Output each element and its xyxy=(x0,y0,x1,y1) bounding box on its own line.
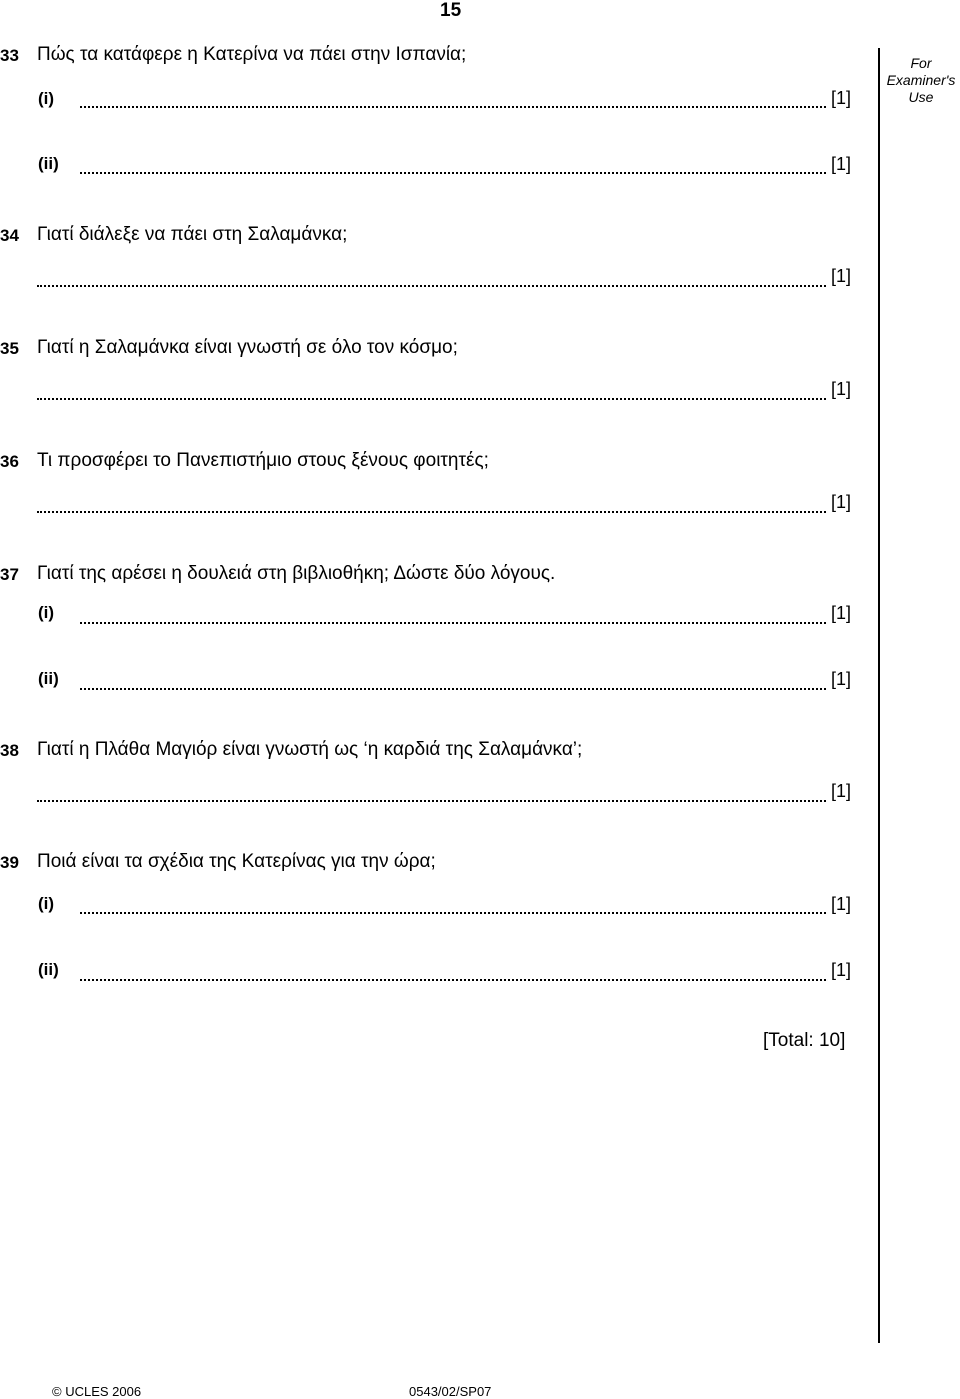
q39-sub-ii-label: (ii) xyxy=(38,960,59,979)
q35-mark: [1] xyxy=(831,379,852,399)
q36-mark: [1] xyxy=(831,492,852,512)
q39-i-answer-line[interactable] xyxy=(80,912,826,914)
page-number: 15 xyxy=(440,0,462,21)
footer-copyright: © UCLES 2006 xyxy=(52,1384,142,1399)
q37-ii-answer-line[interactable] xyxy=(80,688,826,690)
examiner-margin-line xyxy=(878,48,880,1343)
total-marks: [Total: 10] xyxy=(763,1030,846,1051)
q37-sub-ii-label: (ii) xyxy=(38,669,59,688)
question-35-text: Γιατί η Σαλαμάνκα είναι γνωστή σε όλο τον κόσμο; xyxy=(37,337,458,358)
question-33-text: Πώς τα κατάφερε η Κατερίνα να πάει στην Ισπανία; xyxy=(37,44,467,65)
q39-i-mark: [1] xyxy=(831,894,852,914)
question-39-text: Ποιά είναι τα σχέδια της Κατερίνας για την ώρα; xyxy=(37,851,436,872)
question-34-number: 34 xyxy=(0,226,19,245)
q37-sub-i-label: (i) xyxy=(38,603,55,622)
question-37-text: Γιατί της αρέσει η δουλειά στη βιβλιοθήκη; Δώστε δύο λόγους. xyxy=(37,563,556,584)
q33-i-mark: [1] xyxy=(831,88,852,108)
question-37-number: 37 xyxy=(0,565,19,584)
q35-answer-line[interactable] xyxy=(37,398,826,400)
footer-paper-code: 0543/02/SP07 xyxy=(409,1384,492,1399)
examiner-label-line-1: For xyxy=(910,55,932,71)
question-35-number: 35 xyxy=(0,339,19,358)
q39-sub-i-label: (i) xyxy=(38,894,55,913)
q37-ii-mark: [1] xyxy=(831,669,852,689)
question-34-text: Γιατί διάλεξε να πάει στη Σαλαμάνκα; xyxy=(37,224,348,245)
q33-i-answer-line[interactable] xyxy=(80,106,826,108)
q34-mark: [1] xyxy=(831,266,852,286)
examiner-use-label xyxy=(880,55,960,106)
question-39-number: 39 xyxy=(0,853,19,872)
q34-answer-line[interactable] xyxy=(37,285,826,287)
examiner-label-line-3: Use xyxy=(908,89,934,105)
q33-ii-answer-line[interactable] xyxy=(80,172,826,174)
q39-ii-mark: [1] xyxy=(831,960,852,980)
q38-answer-line[interactable] xyxy=(37,800,826,802)
q36-answer-line[interactable] xyxy=(37,511,826,513)
q38-mark: [1] xyxy=(831,781,852,801)
question-36-text: Τι προσφέρει το Πανεπιστήμιο στους ξένους φοιτητές; xyxy=(37,450,489,471)
question-33-number: 33 xyxy=(0,46,19,65)
question-36-number: 36 xyxy=(0,452,19,471)
examiner-label-line-2: Examiner's xyxy=(886,72,956,88)
q39-ii-answer-line[interactable] xyxy=(80,979,826,981)
question-38-text: Γιατί η Πλάθα Μαγιόρ είναι γνωστή ως ‘η καρδιά της Σαλαμάνκα’; xyxy=(37,739,583,760)
question-38-number: 38 xyxy=(0,741,19,760)
q33-sub-ii-label: (ii) xyxy=(38,154,59,173)
q37-i-answer-line[interactable] xyxy=(80,622,826,624)
q33-ii-mark: [1] xyxy=(831,154,852,174)
q37-i-mark: [1] xyxy=(831,603,852,623)
q33-sub-i-label: (i) xyxy=(38,89,55,108)
